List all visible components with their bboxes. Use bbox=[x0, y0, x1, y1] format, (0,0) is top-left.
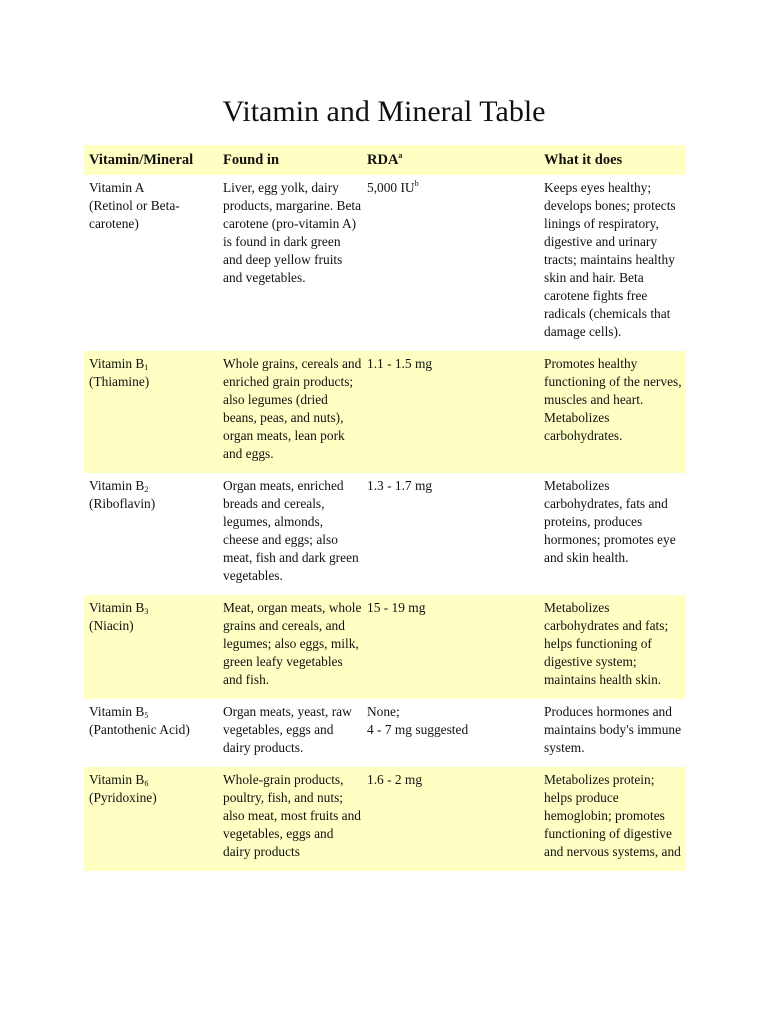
vitamin-subscript: 6 bbox=[144, 779, 149, 788]
cell-found-in: Organ meats, yeast, raw vegetables, eggs and dairy products. bbox=[223, 704, 352, 755]
rda-line: None; bbox=[367, 704, 400, 719]
rda-line: 1.3 - 1.7 mg bbox=[367, 478, 433, 493]
cell-vitamin-name bbox=[84, 473, 218, 595]
vitamin-name-line: Vitamin $B_2$ bbox=[89, 478, 149, 494]
table-header-row bbox=[84, 145, 686, 175]
cell-vitamin-name bbox=[84, 351, 218, 473]
rda-line: 1.6 - 2 mg bbox=[367, 772, 423, 787]
cell-found-in: Organ meats, enriched breads and cereals, legumes, almonds, cheese and eggs; also meat, fish and dark green vegetables. bbox=[223, 478, 359, 583]
vitamin-subscript: 3 bbox=[144, 607, 149, 616]
cell-rda bbox=[362, 351, 539, 473]
vitamin-table bbox=[84, 145, 686, 871]
vitamin-name-line: Vitamin $B_1$ bbox=[89, 356, 149, 372]
vitamin-name-line: Vitamin $B_3$ bbox=[89, 600, 149, 616]
header-found-in: Found in bbox=[218, 145, 362, 175]
vitamin-name-line: (Niacin) bbox=[89, 618, 134, 633]
cell-rda bbox=[362, 175, 539, 351]
vitamin-name-line: Vitamin $B_5$ bbox=[89, 704, 149, 720]
cell-vitamin-name bbox=[84, 175, 218, 351]
cell-rda bbox=[362, 699, 539, 767]
vitamin-name-line: (Retinol or Beta- bbox=[89, 198, 180, 213]
table-row bbox=[84, 351, 686, 473]
vitamin-name-line: Vitamin $B_6$ bbox=[89, 772, 149, 788]
rda-line: 1.1 - 1.5 mg bbox=[367, 356, 433, 371]
cell-what-it-does: Produces hormones and maintains body's immune system. bbox=[544, 704, 682, 755]
vitamin-subscript: 2 bbox=[144, 485, 149, 494]
cell-what-it-does: Metabolizes protein; helps produce hemoglobin; promotes functioning of digestive and nervous systems, and bbox=[539, 767, 686, 871]
table-row bbox=[84, 473, 686, 595]
cell-vitamin-name bbox=[84, 699, 218, 767]
vitamin-name-line: (Pyridoxine) bbox=[89, 790, 157, 805]
cell-found-in: Liver, egg yolk, dairy products, margarine. Beta carotene (pro-vitamin A) is found in dark green and deep yellow fruits and vegetables. bbox=[223, 180, 362, 285]
vitamin-name-line: Vitamin A bbox=[89, 180, 145, 195]
vitamin-name-line: (Riboflavin) bbox=[89, 496, 156, 511]
cell-rda bbox=[362, 473, 539, 595]
cell-rda bbox=[362, 767, 539, 871]
cell-vitamin-name bbox=[84, 767, 218, 871]
document-title: Vitamin and Mineral Table bbox=[222, 95, 546, 128]
cell-what-it-does: Metabolizes carbohydrates and fats; helps functioning of digestive system; maintains health skin. bbox=[539, 595, 686, 699]
footnote-marker-a: a bbox=[398, 151, 403, 160]
vitamin-subscript: 5 bbox=[144, 711, 149, 720]
rda-line: 4 - 7 mg suggested bbox=[367, 722, 469, 737]
cell-what-it-does: Metabolizes carbohydrates, fats and proteins, produces hormones; promotes eye and skin health. bbox=[544, 478, 676, 565]
cell-what-it-does: Keeps eyes healthy; develops bones; protects linings of respiratory, digestive and urinary tracts; maintains healthy skin and hair. Beta carotene fights free radicals (chemicals that damage cells). bbox=[544, 180, 676, 339]
vitamin-subscript: 1 bbox=[144, 363, 149, 372]
table-row bbox=[84, 175, 686, 351]
cell-rda bbox=[362, 595, 539, 699]
cell-found-in: Whole-grain products, poultry, fish, and nuts; also meat, most fruits and vegetables, eggs and dairy products bbox=[218, 767, 362, 871]
vitamin-name-line: carotene) bbox=[89, 216, 139, 231]
table-row bbox=[84, 699, 686, 767]
vitamin-name-line: (Pantothenic Acid) bbox=[89, 722, 190, 737]
header-rda: RDA$^a$ bbox=[362, 145, 539, 175]
table-row bbox=[84, 767, 686, 871]
rda-line: 5,000 $IU^b$ bbox=[367, 179, 419, 195]
table-row bbox=[84, 595, 686, 699]
header-vitamin-mineral: Vitamin/Mineral bbox=[84, 145, 218, 175]
cell-found-in: Meat, organ meats, whole grains and cereals, and legumes; also eggs, milk, green leafy vegetables and fish. bbox=[218, 595, 362, 699]
header-what-it-does: What it does bbox=[539, 145, 686, 175]
cell-found-in: Whole grains, cereals and enriched grain products; also legumes (dried beans, peas, and nuts), organ meats, lean pork and eggs. bbox=[218, 351, 362, 473]
cell-vitamin-name bbox=[84, 595, 218, 699]
cell-what-it-does: Promotes healthy functioning of the nerves, muscles and heart. Metabolizes carbohydrates. bbox=[539, 351, 686, 473]
table-body bbox=[84, 175, 686, 871]
footnote-marker-b: b bbox=[414, 179, 419, 188]
vitamin-name-line: (Thiamine) bbox=[89, 374, 150, 389]
rda-line: 15 - 19 mg bbox=[367, 600, 426, 615]
